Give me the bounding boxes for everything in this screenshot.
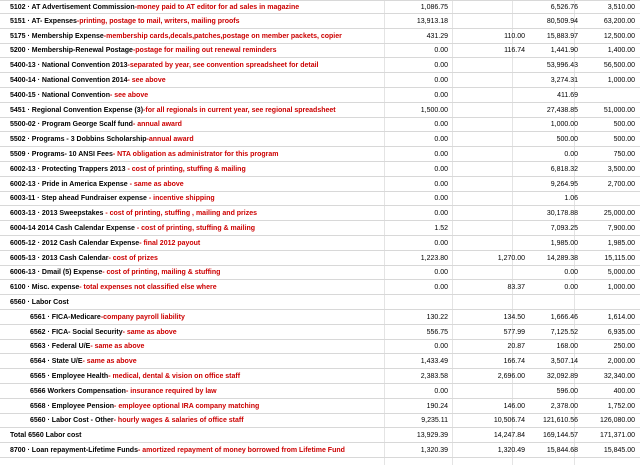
account-note: - hourly wages & salaries of office staff <box>113 417 244 425</box>
value-cell: 13,913.18 <box>416 17 448 25</box>
account-label: 5400-13 · National Convention 2013 <box>10 62 128 70</box>
account-note: - cost of printing, stuffing & mailing <box>125 165 246 173</box>
table-row <box>0 163 640 177</box>
value-cell: 3,510.00 <box>607 4 635 11</box>
table-row <box>0 133 640 147</box>
account-label: 6006-13 · Dmail (5) Expense <box>10 269 103 277</box>
value-cell: 500.00 <box>613 121 635 129</box>
value-cell: 431.29 <box>426 32 448 40</box>
value-cell: 134.50 <box>503 313 525 321</box>
table-row <box>0 89 640 103</box>
value-cell: 250.00 <box>613 343 635 351</box>
value-cell: 0.00 <box>434 180 448 188</box>
row-description <box>30 370 450 383</box>
value-cell <box>465 296 525 309</box>
value-cell: 0.00 <box>564 269 578 277</box>
row-description <box>10 30 430 43</box>
row-description <box>10 222 430 235</box>
table-row <box>0 104 640 118</box>
value-cell: 1,500.00 <box>420 106 448 114</box>
row-description <box>10 15 430 28</box>
value-cell: 1,086.75 <box>420 4 448 11</box>
value-cell: 7,900.00 <box>607 225 635 232</box>
row-description <box>10 252 430 265</box>
table-row <box>0 370 640 384</box>
table-row <box>0 74 640 88</box>
account-label: 5175 · Membership Expense <box>10 32 104 40</box>
value-cell: 25,000.00 <box>603 210 635 218</box>
row-description <box>10 237 430 250</box>
value-cell: 0.00 <box>434 62 448 70</box>
value-cell: 0.00 <box>564 151 578 158</box>
value-cell: 6,818.32 <box>550 165 578 173</box>
account-label: Total 6560 Labor cost <box>10 432 82 440</box>
value-cell: 80,509.94 <box>546 17 578 25</box>
value-cell: 116.74 <box>504 47 525 55</box>
value-cell: 10,506.74 <box>493 417 525 425</box>
account-note: - see above <box>109 91 149 99</box>
value-cell: 1,985.00 <box>550 239 578 247</box>
account-note: -postage for mailing out renewal reminders <box>132 47 277 55</box>
table-row <box>0 30 640 44</box>
value-cell: 171,371.00 <box>599 432 635 440</box>
value-cell: 0.00 <box>434 151 448 158</box>
value-cell: 83.37 <box>507 284 525 292</box>
account-note: - annual award <box>132 121 182 129</box>
value-cell: 190.24 <box>426 402 448 410</box>
account-label: 6002-13 · Pride in America Expense <box>10 180 128 188</box>
table-row <box>0 281 640 295</box>
value-cell <box>465 15 525 28</box>
value-cell: 2,383.58 <box>420 373 448 380</box>
table-row <box>0 252 640 266</box>
value-cell: 1,441.90 <box>550 47 578 55</box>
value-cell: 0.00 <box>434 195 448 203</box>
account-note: - same as above <box>127 180 184 188</box>
value-cell <box>465 237 525 250</box>
account-label: 5451 · Regional Convention Expense (3) <box>10 106 144 114</box>
account-label: 6005-12 · 2012 Cash Calendar Expense <box>10 239 140 247</box>
account-note: - amortized repayment of money borrowed from Lifetime Fund <box>137 447 345 454</box>
value-cell: 411.69 <box>557 91 578 99</box>
table-row <box>0 400 640 414</box>
row-description <box>10 1 430 14</box>
account-label: 6560 · Labor Cost <box>10 299 69 306</box>
value-cell: 556.75 <box>426 328 448 336</box>
value-cell: 2,000.00 <box>607 358 635 366</box>
table-row <box>0 207 640 221</box>
table-row <box>0 178 640 192</box>
value-cell: 1.52 <box>434 225 448 232</box>
row-description <box>10 59 430 72</box>
value-cell: 110.00 <box>504 32 525 40</box>
value-cell: 32,340.00 <box>603 373 635 380</box>
value-cell: 7,125.52 <box>550 328 578 336</box>
value-cell: 0.00 <box>434 165 448 173</box>
table-row <box>0 296 640 310</box>
value-cell: 0.00 <box>434 387 448 395</box>
value-cell: 0.00 <box>434 343 448 351</box>
row-description <box>10 89 430 102</box>
value-cell: 1,000.00 <box>607 284 635 292</box>
value-cell: 9,264.95 <box>550 180 578 188</box>
table-row <box>0 44 640 58</box>
account-label: 6566 Workers Compensation <box>30 387 126 395</box>
value-cell: 1,223.80 <box>420 254 448 262</box>
table-row <box>0 414 640 428</box>
row-description <box>10 74 430 87</box>
row-description <box>10 207 430 220</box>
row-description <box>30 311 450 324</box>
value-cell: 56,500.00 <box>603 62 635 70</box>
value-cell <box>575 296 635 309</box>
table-row <box>0 326 640 340</box>
value-cell: 20.87 <box>507 343 525 351</box>
value-cell <box>465 148 525 161</box>
account-label: 6562 · FICA- Social Security <box>30 328 123 336</box>
value-cell: 0.00 <box>434 77 448 84</box>
value-cell <box>465 74 525 87</box>
account-note: - same as above <box>122 328 177 336</box>
account-note: - incentive shipping <box>146 195 215 203</box>
account-note: - cost of printing, stuffing & mailing <box>134 225 256 232</box>
table-row <box>0 237 640 251</box>
table-row <box>0 429 640 443</box>
value-cell <box>388 296 448 309</box>
value-cell: 5,000.00 <box>607 269 635 277</box>
value-cell: 53,996.43 <box>546 62 578 70</box>
account-label: 5509 · Programs- 10 ANSI Fees <box>10 151 113 158</box>
row-description <box>30 414 450 427</box>
row-description <box>10 281 430 294</box>
value-cell: 1,752.00 <box>607 402 635 410</box>
value-cell: 0.00 <box>564 284 578 292</box>
row-description <box>30 400 450 413</box>
value-cell <box>465 385 525 398</box>
account-label: 5502 · Programs - 3 Dobbins Scholarship <box>10 136 147 144</box>
table-row <box>0 0 640 14</box>
value-cell <box>465 163 525 176</box>
row-description <box>30 355 450 368</box>
value-cell: 0.00 <box>434 47 448 55</box>
value-cell: 0.00 <box>434 210 448 218</box>
table-row <box>0 444 640 458</box>
row-description <box>10 178 430 191</box>
value-cell: 168.00 <box>556 343 578 351</box>
account-label: 6100 · Misc. expense <box>10 284 80 292</box>
table-row <box>0 59 640 73</box>
value-cell: 14,247.84 <box>493 432 525 440</box>
value-cell: 13,929.39 <box>416 432 448 440</box>
value-cell: 15,845.00 <box>603 447 635 454</box>
value-cell <box>465 133 525 146</box>
row-description <box>10 148 430 161</box>
value-cell: 0.00 <box>434 121 448 129</box>
account-label: 6563 · Federal U/E <box>30 343 91 351</box>
value-cell: 166.74 <box>503 358 525 366</box>
value-cell: 0.00 <box>434 91 448 99</box>
account-label: 6560 · Labor Cost - Other <box>30 417 114 425</box>
account-note: - total expenses not classified else where <box>79 284 217 292</box>
value-cell: 169,144.57 <box>542 432 578 440</box>
value-cell: 0.00 <box>434 284 448 292</box>
row-description <box>30 340 450 353</box>
value-cell: 1,000.00 <box>550 121 578 129</box>
value-cell: 577.99 <box>503 328 525 336</box>
table-row <box>0 15 640 29</box>
value-cell <box>575 89 635 102</box>
account-note: -membership cards,decals,patches,postage on member packets, copier <box>103 32 342 40</box>
value-cell: 1,320.49 <box>497 447 525 454</box>
value-cell <box>465 178 525 191</box>
value-cell: 3,500.00 <box>607 165 635 173</box>
value-cell <box>575 192 635 205</box>
account-label: 5400-14 · National Convention 2014 <box>10 77 128 84</box>
value-cell: 146.00 <box>503 402 525 410</box>
value-cell: 15,883.97 <box>546 32 578 40</box>
value-cell: 2,700.00 <box>607 180 635 188</box>
value-cell: 6,526.76 <box>550 4 578 11</box>
value-cell <box>465 104 525 117</box>
value-cell: 1,666.46 <box>550 313 578 321</box>
row-description <box>10 429 430 442</box>
value-cell: 1,433.49 <box>420 358 448 366</box>
row-description <box>10 296 430 309</box>
row-description <box>10 444 430 457</box>
value-cell: 3,507.14 <box>550 358 578 366</box>
value-cell <box>465 59 525 72</box>
account-note: - cost of printing, mailing & stuffing <box>102 269 221 277</box>
value-cell: 0.00 <box>434 239 448 247</box>
value-cell <box>518 296 578 309</box>
value-cell <box>465 89 525 102</box>
value-cell: 500.00 <box>613 136 635 144</box>
value-cell: 15,844.68 <box>546 447 578 454</box>
account-label: 5200 · Membership-Renewal Postage <box>10 47 133 55</box>
account-note: -money paid to AT editor for ad sales in magazine <box>134 4 300 11</box>
account-label: 6564 · State U/E <box>30 358 83 366</box>
value-cell <box>465 192 525 205</box>
table-row <box>0 148 640 162</box>
account-label: 6002-13 · Protecting Trappers 2013 <box>10 165 126 173</box>
value-cell: 750.00 <box>613 151 635 158</box>
table-row <box>0 340 640 354</box>
value-cell: 1.06 <box>564 195 578 203</box>
account-label: 8700 · Loan repayment-Lifetime Funds <box>10 447 138 454</box>
row-description <box>10 44 430 57</box>
account-label: 6004-14 2014 Cash Calendar Expense <box>10 225 135 232</box>
value-cell: 7,093.25 <box>550 225 578 232</box>
account-note: - cost of printing, stuffing , mailing and prizes <box>103 210 258 218</box>
row-description <box>10 104 430 117</box>
value-cell: 1,400.00 <box>607 47 635 55</box>
account-note: - final 2012 payout <box>139 239 201 247</box>
account-note: - insurance required by law <box>125 387 217 395</box>
table-row <box>0 222 640 236</box>
account-note: - medical, dental & vision on office staff <box>108 373 241 380</box>
value-cell: 2,378.00 <box>550 402 578 410</box>
account-note: -annual award <box>146 136 194 144</box>
value-cell: 0.00 <box>434 136 448 144</box>
account-label: 6565 · Employee Health <box>30 373 109 380</box>
table-row <box>0 192 640 206</box>
value-cell: 400.00 <box>613 387 635 395</box>
account-note: - NTA obligation as administrator for this program <box>112 151 279 158</box>
account-note: -company payroll liability <box>100 313 185 321</box>
value-cell: 596.00 <box>556 387 578 395</box>
value-cell: 130.22 <box>426 313 448 321</box>
table-row <box>0 266 640 280</box>
account-note: -printing, postage to mail, writers, mailing proofs <box>76 17 240 25</box>
account-label: 6568 · Employee Pension <box>30 402 115 410</box>
value-cell: 32,092.89 <box>546 373 578 380</box>
account-note: -for all regionals in current year, see regional spreadsheet <box>143 106 336 114</box>
value-cell: 1,270.00 <box>497 254 525 262</box>
value-cell <box>465 1 525 14</box>
row-description <box>10 163 430 176</box>
row-description <box>10 266 430 279</box>
table-row <box>0 355 640 369</box>
value-cell: 27,438.85 <box>546 106 578 114</box>
value-cell: 1,320.39 <box>420 447 448 454</box>
table-row <box>0 385 640 399</box>
value-cell <box>465 118 525 131</box>
value-cell: 63,200.00 <box>603 17 635 25</box>
value-cell: 9,235.11 <box>421 417 448 425</box>
value-cell: 15,115.00 <box>604 254 635 262</box>
table-row <box>0 311 640 325</box>
row-description <box>30 326 450 339</box>
value-cell: 121,610.56 <box>542 417 578 425</box>
value-cell: 1,985.00 <box>607 239 635 247</box>
value-cell: 14,289.38 <box>546 254 578 262</box>
table-row <box>0 118 640 132</box>
value-cell: 51,000.00 <box>603 106 635 114</box>
value-cell <box>465 207 525 220</box>
account-note: -separated by year, see convention spreadsheet for detail <box>127 62 319 70</box>
account-note: - same as above <box>90 343 145 351</box>
value-cell <box>465 266 525 279</box>
value-cell: 1,614.00 <box>607 313 635 321</box>
row-description <box>10 192 430 205</box>
value-cell: 2,696.00 <box>497 373 525 380</box>
account-note: - see above <box>127 77 166 84</box>
row-description <box>10 118 430 131</box>
account-note: - same as above <box>82 358 137 366</box>
account-label: 6561 · FICA-Medicare <box>30 313 101 321</box>
account-label: 5500-02 · Program George Scalf fund <box>10 121 133 129</box>
account-label: 5151 · AT- Expenses <box>10 17 77 25</box>
account-label: 5102 · AT Advertisement Commission <box>10 4 135 11</box>
value-cell: 30,178.88 <box>546 210 578 218</box>
account-note: - cost of prizes <box>108 254 158 262</box>
value-cell: 1,000.00 <box>607 77 635 84</box>
account-label: 5400-15 · National Convention <box>10 91 110 99</box>
account-label: 6005-13 · 2013 Cash Calendar <box>10 254 109 262</box>
account-label: 6003-11 · Step ahead Fundraiser expense <box>10 195 147 203</box>
value-cell: 12,500.00 <box>603 32 635 40</box>
account-note: - employee optional IRA company matching <box>114 402 260 410</box>
value-cell: 500.00 <box>556 136 578 144</box>
value-cell <box>465 222 525 235</box>
value-cell: 6,935.00 <box>607 328 635 336</box>
value-cell: 0.00 <box>434 269 448 277</box>
row-description <box>10 133 430 146</box>
row-description <box>30 385 450 398</box>
value-cell: 3,274.31 <box>550 77 578 84</box>
value-cell: 126,080.00 <box>599 417 635 425</box>
account-label: 6003-13 · 2013 Sweepstakes <box>10 210 104 218</box>
